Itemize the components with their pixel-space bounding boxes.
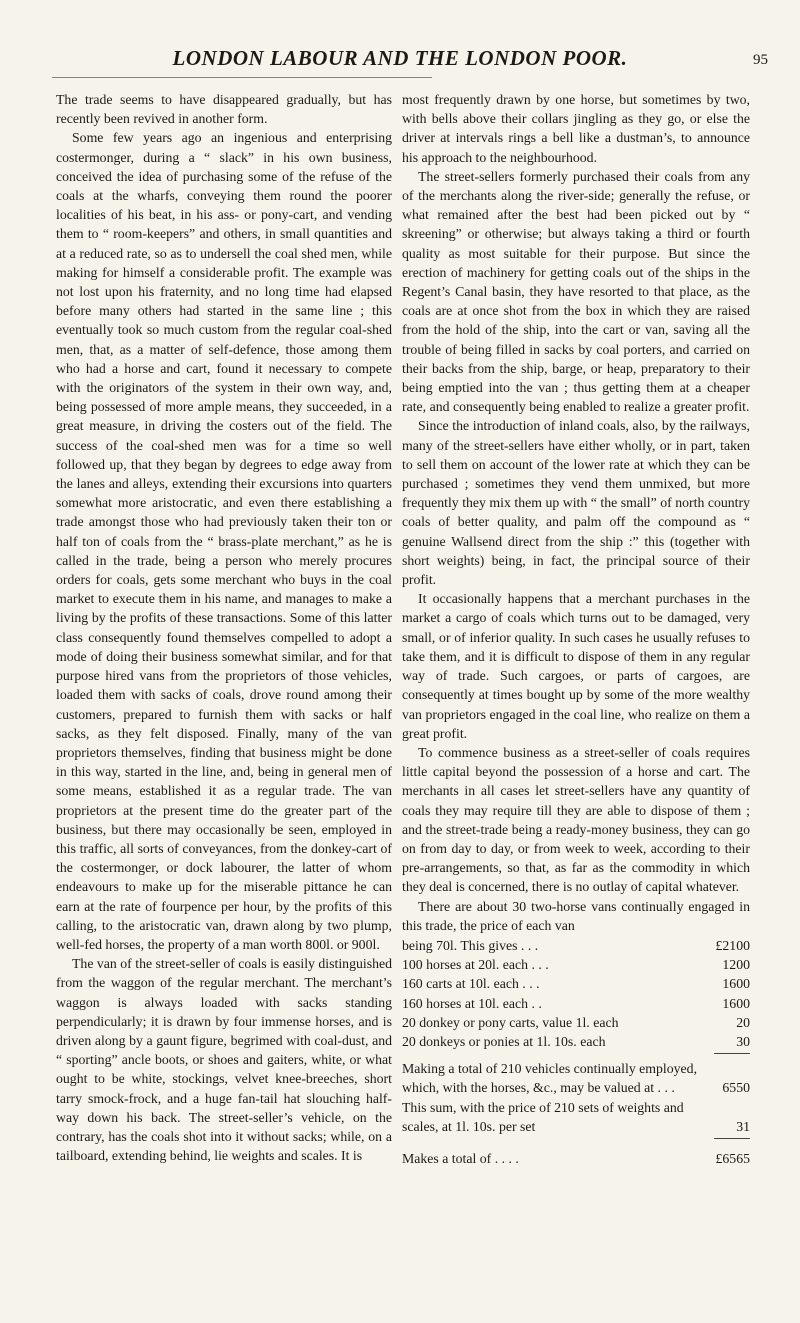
ledger-amount: 1200: [722, 957, 750, 973]
right-column: [402, 90, 750, 1168]
sum-rule: [714, 1138, 750, 1144]
ledger-row: [402, 1032, 750, 1051]
ledger-label: 20 donkeys or ponies at 1l. 10s. each: [402, 1033, 606, 1049]
ledger-amount: 31: [736, 1118, 750, 1134]
paragraph: Since the introduction of inland coals, also, by the railways, many of the street-sellers have either wholly, or in part, taken to sell them on account of the lower rate at which they can be purchased ; sometimes they vend them unmixed, but more frequently they mix them up with “ the small” of north country coals of better quality, and palm off the compound as “ genuine Wallsend direct from the ship :” this (together with short weights) being, in fact, the principal source of their profit.: [402, 418, 750, 588]
ledger-amount: 6550: [722, 1080, 750, 1096]
page-header: [0, 46, 800, 80]
ledger-label: 160 carts at 10l. each . . .: [402, 976, 540, 992]
paragraph: It occasionally happens that a merchant purchases in the market a cargo of coals which turns out to be damaged, very small, or of inferior quality. In such cases he usually refuses to take them, and it is difficult to dispose of them in any regular way of trade. Such cargoes, or parts of cargoes, are consequently at times bought up by some of the more wealthy van proprietors engaged in the coal line, who realize on them a great profit.: [402, 591, 750, 741]
ledger-label: Making a total of 210 vehicles continually employed, which, with the horses, &c., may be valued at . . .: [402, 1061, 698, 1096]
ledger-label: 20 donkey or pony carts, value 1l. each: [402, 1014, 619, 1030]
header-rule: [52, 77, 432, 78]
ledger-row: [402, 994, 750, 1013]
page-number: 95: [753, 52, 768, 68]
paragraph: There are about 30 two-horse vans continually engaged in this trade, the price of each van: [402, 898, 750, 933]
ledger-label: This sum, with the price of 210 sets of weights and scales, at 1l. 10s. per set: [402, 1099, 684, 1134]
ledger-label: 160 horses at 10l. each . .: [402, 995, 542, 1011]
ledger-total-row: [402, 1149, 750, 1168]
ledger-row: [402, 1013, 750, 1032]
ledger-amount: 1600: [722, 976, 750, 992]
ledger-row: [402, 1059, 750, 1097]
ledger-amount: 20: [736, 1014, 750, 1030]
ledger-total-label: Makes a total of . . . .: [402, 1150, 519, 1166]
paragraph: Some few years ago an ingenious and enterprising costermonger, during a “ slack” in his own business, conceived the idea of purchasing some of the refuse of the coals at the wharfs, conveying them round the poorer localities of his beat, in his ass- or pony-cart, and vending them to “ room-keepers” and others, in small quantities and at a reduced rate, so as to undersell the coal shed men, while making for himself a considerable profit. The example was not lost upon his fraternity, and no long time had elapsed before many others had started in the same line ; this eventually took so much custom from the regular coal-shed men, that, as a matter of self-defence, those among them who had a horse and cart, found it necessary to compete with the originators of the system in their own way, and, being possessed of more ample means, they succeeded, in a great measure, in driving the costers out of the field. The success of the coal-shed men was for a time so well followed up, that they began by degrees to edge away from the lanes and alleys, extending their excursions into quarters somewhat more aristocratic, and even there establishing a trade amongst those who had previously taken their ton or half ton of coals from the “ brass-plate merchant,” as he is called in the trade, being a person who merely procures orders for coals, gets some merchant who buys in the coal market to execute them in his name, and manages to make a living by the profits of these transactions. Some of this latter class consequently found themselves compelled to adopt a mode of doing their business somewhat similar, and for that purpose hired vans from the proprietors of those vehicles, loaded them with sacks of coals, drove round among their customers, prepared to furnish them with sacks or half sacks, as they felt disposed. Finally, many of the van proprietors themselves, finding that business might be done in this way, started in the line, and, being in general men of some means, established it as a regular trade. The van proprietors at the present time do the greater part of the business, but there may occasionally be seen, employed in this traffic, all sorts of conveyances, from the donkey-cart of the costermonger, or dock labourer, the latter of whom endeavours to make up for the miserable pittance he can earn at the rate of fourpence per hour, by the profits of this calling, to the aristocratic van, drawn along by two plump, well-fed horses, the property of a man worth 800l. or 900l.: [56, 130, 392, 952]
ledger-row: [402, 955, 750, 974]
ledger-label: 100 horses at 20l. each . . .: [402, 957, 549, 973]
ledger-amount: 30: [736, 1033, 750, 1049]
paragraph: The trade seems to have disappeared gradually, but has recently been revived in another form.: [56, 92, 392, 127]
paragraph: To commence business as a street-seller of coals requires little capital beyond the possession of a horse and cart. The merchants in all cases let street-sellers have any quantity of coals they may require till they are able to dispose of them ; and the street-trade being a ready-money business, they can go on from day to day, or from week to week, according to their pre-arrangements, so that, as far as the commodity in which they deal is concerned, there is no outlay of capital whatever.: [402, 744, 750, 895]
left-column: [56, 90, 392, 1165]
paragraph: The van of the street-seller of coals is easily distinguished from the waggon of the regular merchant. The merchant’s waggon is always loaded with sacks standing perpendicularly; it is drawn by four immense horses, and is driven along by a gaunt figure, begrimed with coal-dust, and “ sporting” ancle boots, or shoes and gaiters, white, or what ought to be white, stockings, velvet knee-breeches, short tarry smock-frock, and a huge fan-tail hat slouching half-way down his back. The street-seller’s vehicle, on the contrary, has the coals shot into it without sacks; while, on a tailboard, extending behind, lie weights and scales. It is: [56, 956, 392, 1164]
ledger-total-amount: £6565: [715, 1150, 750, 1166]
ledger-row: [402, 936, 750, 955]
cost-ledger: [402, 936, 750, 1168]
ledger-amount: 1600: [722, 995, 750, 1011]
paragraph: most frequently drawn by one horse, but sometimes by two, with bells above their collars jingling as they go, or else the driver at intervals rings a bell like a dustman’s, to announce his approach to the neighbourhood.: [402, 92, 750, 165]
ledger-label: being 70l. This gives . . .: [402, 937, 539, 953]
running-title: LONDON LABOUR AND THE LONDON POOR.: [172, 46, 628, 70]
ledger-row: [402, 1098, 750, 1136]
paragraph: The street-sellers formerly purchased their coals from any of the merchants along the river-side; generally the refuse, or what remained after the best had been picked out by “ skreening” or otherwise; but always taking a third or fourth quality as most suitable for their purpose. But since the erection of machinery for getting coals out of the ships in the Regent’s Canal basin, they have resorted to that place, as the coals are at once shot from the box in which they are raised from the hold of the ship, into the cart or van, saving all the trouble of being filled in sacks by coal porters, and carried on their backs from the ship, barge, or heap, preparatory to their being emptied into the van ; thus getting them at a cheaper rate, and consequently being enabled to realize a greater profit.: [402, 168, 750, 415]
ledger-row: [402, 974, 750, 993]
ledger-amount: £2100: [715, 937, 750, 953]
